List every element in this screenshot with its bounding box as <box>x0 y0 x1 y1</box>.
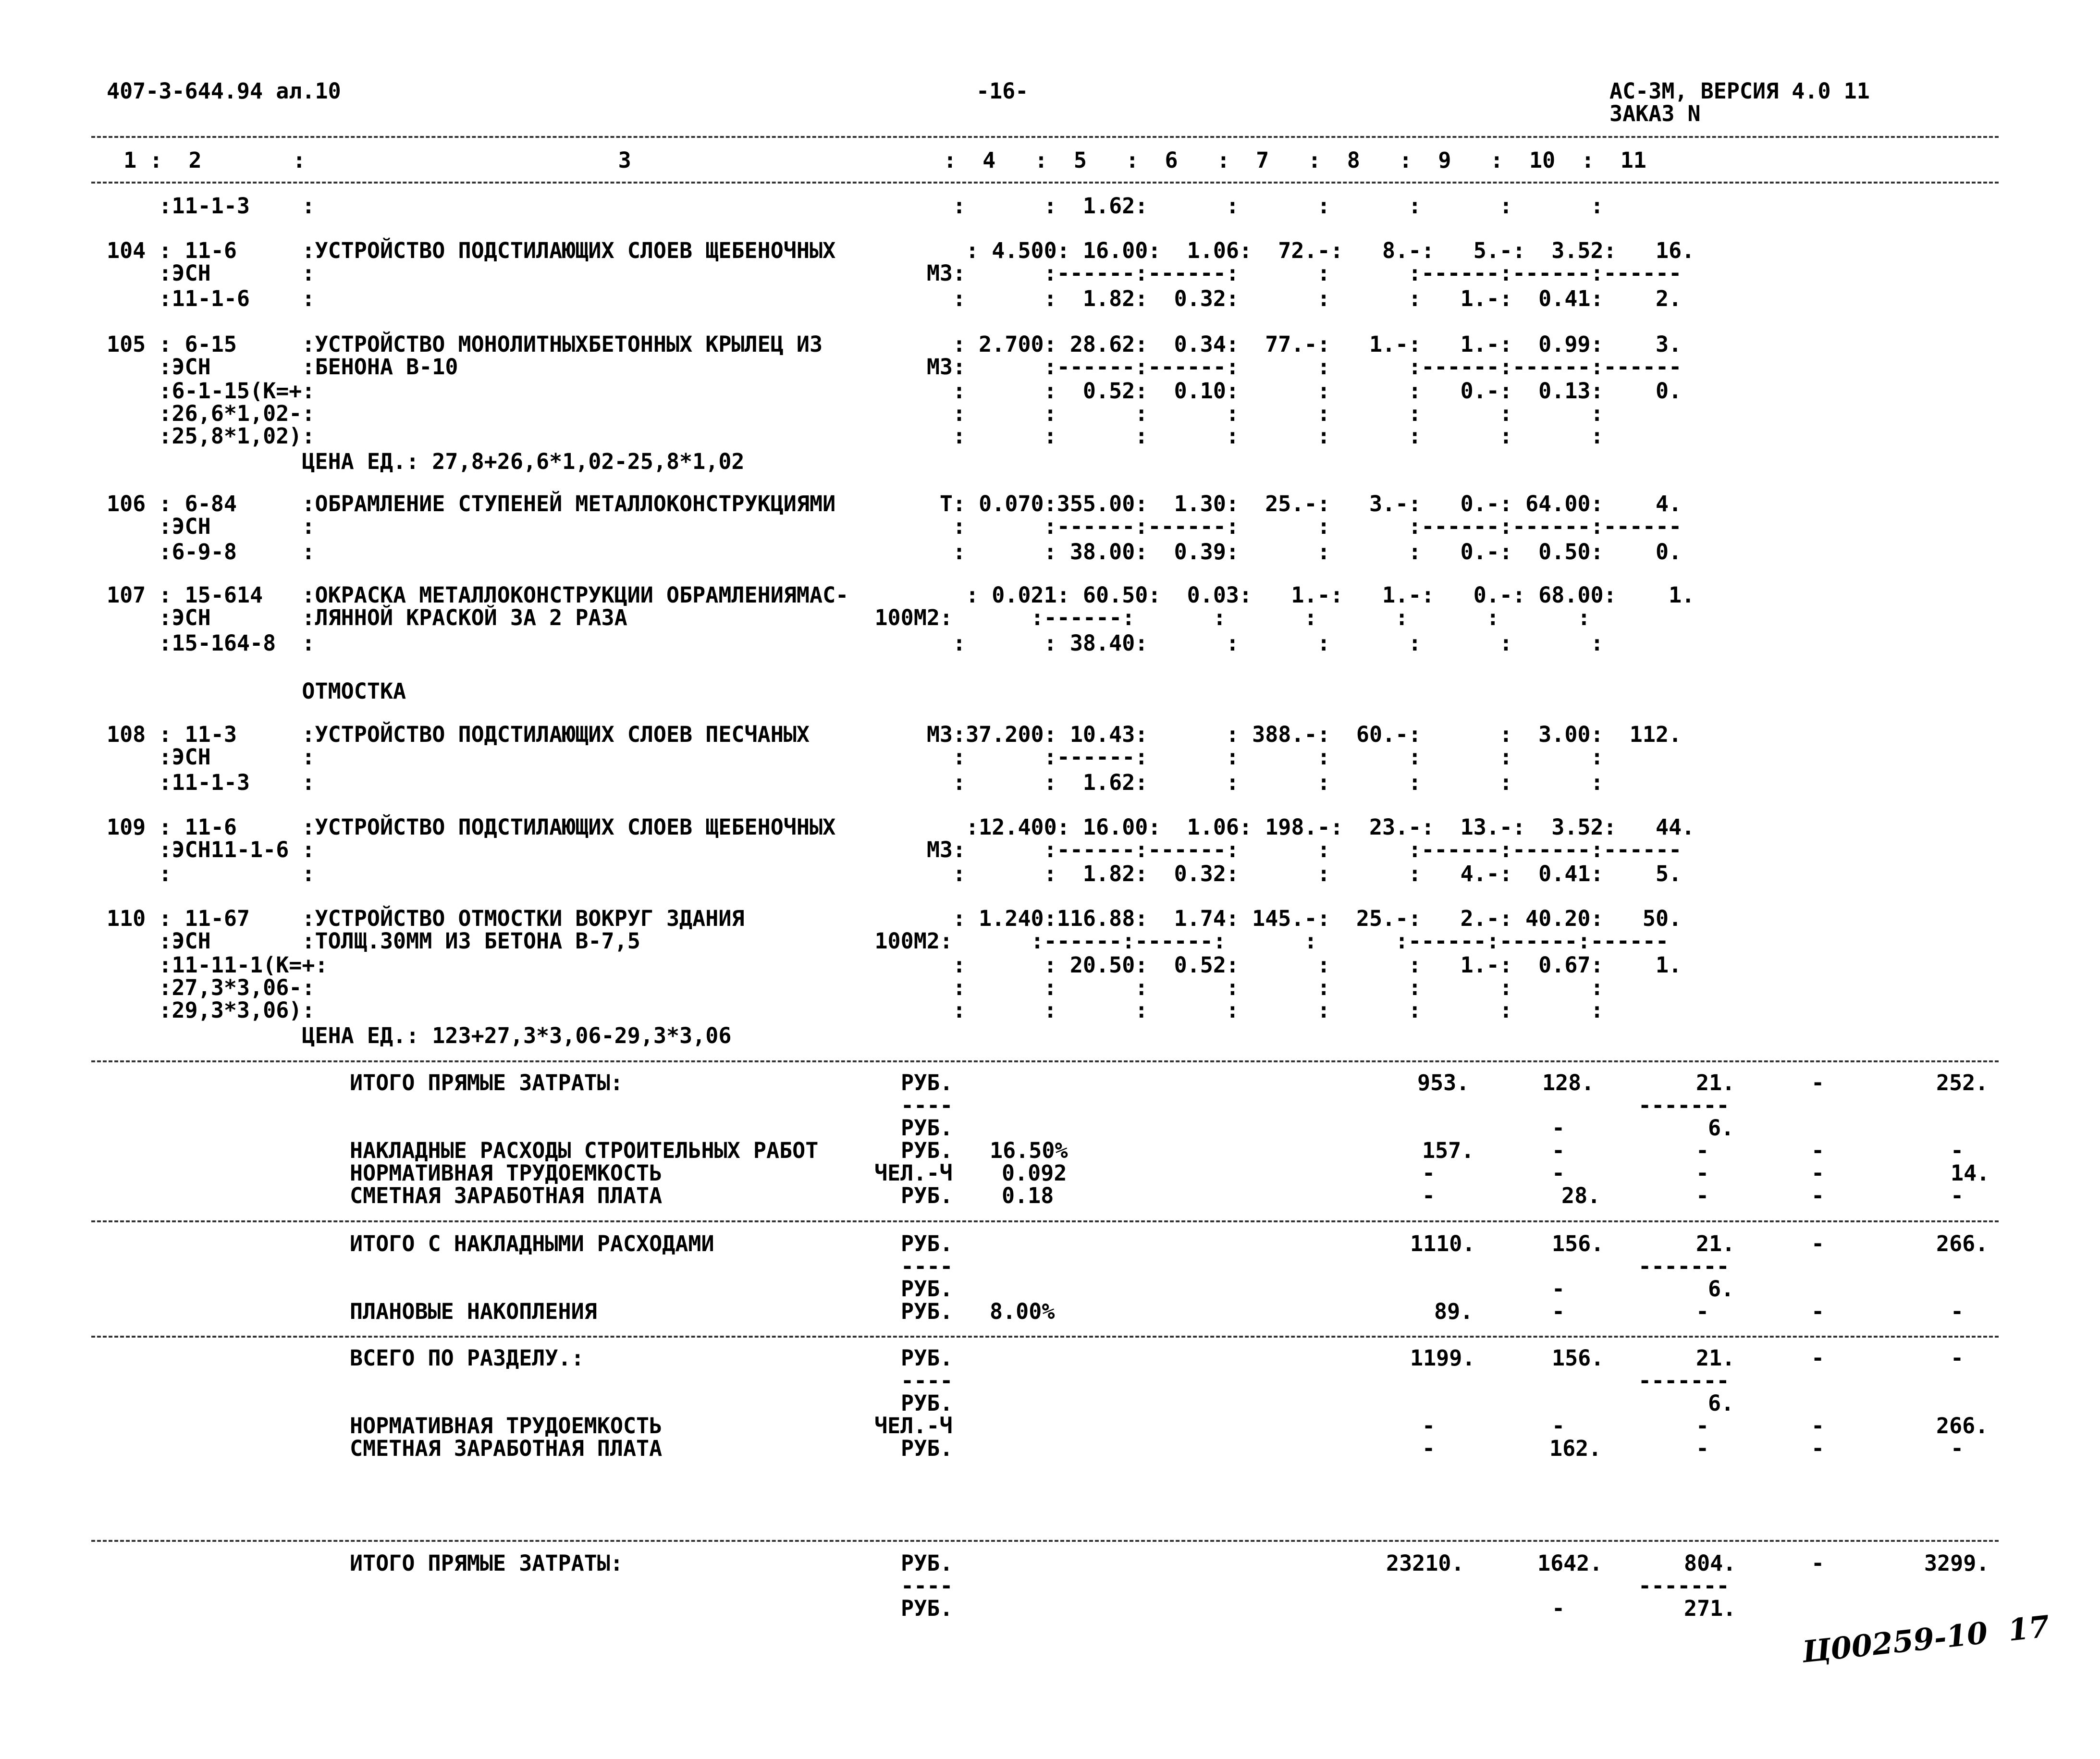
summary-col11: - <box>1951 1436 1964 1461</box>
summary-unit: РУБ. <box>901 1276 953 1302</box>
table-row: :15-164-8 : : : 38.40: : : : : : <box>107 630 1604 656</box>
summary-unit: РУБ. <box>901 1345 953 1371</box>
unit-price-note: ЦЕНА ЕД.: 123+27,3*3,06-29,3*3,06 <box>107 1023 732 1048</box>
summary-rule <box>91 1220 1999 1222</box>
table-row: :11-1-3 : : : 1.62: : : : : : <box>107 770 1604 795</box>
table-row: 108 : 11-3 :УСТРОЙСТВО ПОДСТИЛАЮЩИХ СЛОЕВ ПЕСЧАНЫХ М3:37.200: 10.43: : 388.-: 60.-: : 3.00: 112. <box>107 722 1682 747</box>
table-row: :ЭСН : : :------: : : : : : <box>107 744 1604 770</box>
summary-col9: 271. <box>1684 1596 1736 1621</box>
summary-col8: 28. <box>1561 1183 1601 1208</box>
summary-label: СМЕТНАЯ ЗАРАБОТНАЯ ПЛАТА <box>350 1436 663 1461</box>
summary-col8: - <box>1552 1276 1565 1302</box>
summary-col11: 14. <box>1951 1160 1990 1186</box>
summary-rate: 8.00% <box>990 1299 1055 1324</box>
section-title: ОТМОСТКА <box>107 678 406 704</box>
summary-col7: - <box>1422 1183 1436 1208</box>
summary-label: ВСЕГО ПО РАЗДЕЛУ.: <box>350 1345 584 1371</box>
table-row: :11-1-3 : : : 1.62: : : : : : <box>107 193 1604 219</box>
table-row: :26,6*1,02-: : : : : : : : : <box>107 401 1604 426</box>
summary-unit: РУБ. <box>901 1390 953 1416</box>
summary-col10: - <box>1811 1299 1825 1324</box>
table-row: 105 : 6-15 :УСТРОЙСТВО МОНОЛИТНЫХБЕТОННЫХ КРЫЛЕЦ ИЗ : 2.700: 28.62: 0.34: 77.-: 1.-: 1.-: 0.99: 3. <box>107 332 1682 357</box>
table-row: :ЭСН :БЕНОНА В-10 М3: :------:------: : :------:------:------ <box>107 354 1682 380</box>
summary-col7: 23210. <box>1386 1550 1464 1576</box>
table-row: :ЭСН11-1-6 : М3: :------:------: : :------:------:------ <box>107 837 1682 862</box>
table-row: :6-9-8 : : : 38.00: 0.39: : : 0.-: 0.50: 0. <box>107 539 1682 565</box>
summary-col8: - <box>1552 1115 1565 1141</box>
summary-col9: - <box>1696 1413 1709 1439</box>
summary-unit: РУБ. <box>901 1436 953 1461</box>
summary-col8: - <box>1552 1299 1565 1324</box>
table-row: 104 : 11-6 :УСТРОЙСТВО ПОДСТИЛАЮЩИХ СЛОЕВ ЩЕБЕНОЧНЫХ : 4.500: 16.00: 1.06: 72.-: 8.-: 5.-: 3.52: 16. <box>107 238 1695 263</box>
summary-col10: - <box>1811 1436 1825 1461</box>
summary-col9: 6. <box>1708 1276 1734 1302</box>
table-row: 106 : 6-84 :ОБРАМЛЕНИЕ СТУПЕНЕЙ МЕТАЛЛОКОНСТРУКЦИЯМИ Т: 0.070:355.00: 1.30: 25.-: 3.-: 0.-: 64.00: 4. <box>107 491 1682 517</box>
table-row: :11-1-6 : : : 1.82: 0.32: : : 1.-: 0.41: 2. <box>107 286 1682 311</box>
summary-unit: РУБ. <box>901 1070 953 1095</box>
summary-col10: - <box>1811 1345 1825 1371</box>
summary-label: ПЛАНОВЫЕ НАКОПЛЕНИЯ <box>350 1299 597 1324</box>
summary-dash: ---- <box>901 1254 953 1279</box>
summary-col11: - <box>1951 1138 1964 1163</box>
summary-col11: 3299. <box>1924 1550 1989 1576</box>
table-row: 107 : 15-614 :ОКРАСКА МЕТАЛЛОКОНСТРУКЦИИ ОБРАМЛЕНИЯМАС- : 0.021: 60.50: 0.03: 1.-: 1.-: 0.-: 68.00: 1. <box>107 582 1695 608</box>
summary-label: НАКЛАДНЫЕ РАСХОДЫ СТРОИТЕЛЬНЫХ РАБОТ <box>350 1138 819 1163</box>
column-header-row: 1 : 2 : 3 : 4 : 5 : 6 : 7 : 8 : 9 : 10 : 11 <box>111 148 1646 173</box>
summary-col10: - <box>1811 1160 1825 1186</box>
summary-col10: - <box>1811 1413 1825 1439</box>
summary-col9: - <box>1696 1160 1709 1186</box>
handwritten-stamp: Ц00259-10 17 <box>1800 1609 2051 1670</box>
summary-col7: 1199. <box>1410 1345 1475 1371</box>
summary-rule <box>91 1060 1999 1062</box>
summary-col9: 21. <box>1696 1345 1735 1371</box>
summary-col9: - <box>1696 1138 1709 1163</box>
summary-col7: - <box>1422 1160 1436 1186</box>
doc-code: 407-3-644.94 ал.10 <box>107 78 341 104</box>
table-top-rule <box>91 136 1999 138</box>
summary-rate: 0.18 <box>1002 1183 1054 1208</box>
summary-col8: 156. <box>1552 1231 1604 1256</box>
table-row: :11-11-1(К=+: : : 20.50: 0.52: : : 1.-: 0.67: 1. <box>107 952 1682 978</box>
summary-col11: 252. <box>1936 1070 1989 1095</box>
summary-col8: - <box>1552 1160 1565 1186</box>
summary-col9: - <box>1696 1436 1709 1461</box>
summary-col9: 21. <box>1696 1070 1735 1095</box>
summary-col9: 6. <box>1708 1115 1734 1141</box>
summary-col7: 1110. <box>1410 1231 1475 1256</box>
summary-col11: - <box>1951 1299 1964 1324</box>
summary-rate: 0.092 <box>1002 1160 1067 1186</box>
summary-label: ИТОГО С НАКЛАДНЫМИ РАСХОДАМИ <box>350 1231 714 1256</box>
table-row: :ЭСН : М3: :------:------: : :------:------:------ <box>107 260 1682 286</box>
summary-col7: 157. <box>1422 1138 1474 1163</box>
summary-col8: 162. <box>1549 1436 1602 1461</box>
summary-col11: - <box>1951 1345 1964 1371</box>
table-row: 109 : 11-6 :УСТРОЙСТВО ПОДСТИЛАЮЩИХ СЛОЕВ ЩЕБЕНОЧНЫХ :12.400: 16.00: 1.06: 198.-: 23.-: 13.-: 3.52: 44. <box>107 814 1695 840</box>
page-number: -16- <box>976 78 1029 104</box>
summary-col11: - <box>1951 1183 1964 1208</box>
summary-col11: 266. <box>1936 1413 1989 1439</box>
summary-col10: - <box>1811 1138 1825 1163</box>
summary-col8: - <box>1552 1138 1565 1163</box>
summary-col7: - <box>1422 1413 1436 1439</box>
summary-label: ИТОГО ПРЯМЫЕ ЗАТРАТЫ: <box>350 1070 623 1095</box>
summary-label: ИТОГО ПРЯМЫЕ ЗАТРАТЫ: <box>350 1550 623 1576</box>
summary-dash: ---- <box>901 1368 953 1393</box>
unit-price-note: ЦЕНА ЕД.: 27,8+26,6*1,02-25,8*1,02 <box>107 449 745 474</box>
summary-rate: 16.50% <box>990 1138 1068 1163</box>
summary-unit: РУБ. <box>901 1596 953 1621</box>
program-version: АС-3М, ВЕРСИЯ 4.0 11 <box>1609 78 1870 104</box>
table-row: :29,3*3,06): : : : : : : : : <box>107 997 1604 1023</box>
summary-label: СМЕТНАЯ ЗАРАБОТНАЯ ПЛАТА <box>350 1183 663 1208</box>
table-row: : : : : 1.82: 0.32: : : 4.-: 0.41: 5. <box>107 861 1682 886</box>
summary-col8: 156. <box>1552 1345 1604 1371</box>
column-header-rule <box>91 182 1999 184</box>
table-row: :6-1-15(К=+: : : 0.52: 0.10: : : 0.-: 0.13: 0. <box>107 378 1682 404</box>
summary-col10: - <box>1811 1070 1825 1095</box>
summary-col9: 804. <box>1684 1550 1736 1576</box>
summary-col9-dash: ------- <box>1638 1368 1730 1393</box>
summary-col9-dash: ------- <box>1638 1573 1730 1599</box>
summary-rule <box>91 1540 1999 1542</box>
summary-unit: ЧЕЛ.-Ч <box>874 1413 953 1439</box>
summary-col8: 128. <box>1542 1070 1595 1095</box>
summary-col10: - <box>1811 1183 1825 1208</box>
summary-dash: ---- <box>901 1093 953 1118</box>
summary-unit: РУБ. <box>901 1299 953 1324</box>
summary-col8: - <box>1552 1596 1565 1621</box>
table-row: :ЭСН :ТОЛЩ.30ММ ИЗ БЕТОНА В-7,5 100М2: :------:------: : :------:------:------ <box>107 928 1669 954</box>
summary-col7: 89. <box>1434 1299 1474 1324</box>
table-row: :ЭСН :ЛЯННОЙ КРАСКОЙ ЗА 2 РАЗА 100М2: :------: : : : : : <box>107 605 1591 630</box>
summary-col9: - <box>1696 1183 1709 1208</box>
summary-unit: РУБ. <box>901 1550 953 1576</box>
summary-unit: РУБ. <box>901 1138 953 1163</box>
table-row: :25,8*1,02): : : : : : : : : <box>107 423 1604 449</box>
summary-col7: - <box>1422 1436 1436 1461</box>
table-row: :ЭСН : : :------:------: : :------:------:------ <box>107 514 1682 539</box>
summary-col9-dash: ------- <box>1638 1093 1730 1118</box>
summary-col9-dash: ------- <box>1638 1254 1730 1279</box>
summary-unit: РУБ. <box>901 1115 953 1141</box>
summary-rule <box>91 1336 1999 1338</box>
summary-col10: - <box>1811 1550 1825 1576</box>
table-row: :27,3*3,06-: : : : : : : : : <box>107 975 1604 1000</box>
summary-label: НОРМАТИВНАЯ ТРУДОЕМКОСТЬ <box>350 1160 663 1186</box>
summary-unit: РУБ. <box>901 1183 953 1208</box>
summary-col11: 266. <box>1936 1231 1989 1256</box>
summary-col9: - <box>1696 1299 1709 1324</box>
order-label: ЗАКАЗ N <box>1609 101 1701 126</box>
summary-col8: 1642. <box>1537 1550 1603 1576</box>
summary-unit: ЧЕЛ.-Ч <box>874 1160 953 1186</box>
summary-col10: - <box>1811 1231 1825 1256</box>
summary-col9: 21. <box>1696 1231 1735 1256</box>
summary-unit: РУБ. <box>901 1231 953 1256</box>
summary-label: НОРМАТИВНАЯ ТРУДОЕМКОСТЬ <box>350 1413 663 1439</box>
summary-col9: 6. <box>1708 1390 1734 1416</box>
table-row: 110 : 11-67 :УСТРОЙСТВО ОТМОСТКИ ВОКРУГ ЗДАНИЯ : 1.240:116.88: 1.74: 145.-: 25.-: 2.-: 40.20: 50. <box>107 906 1682 931</box>
summary-dash: ---- <box>901 1573 953 1599</box>
summary-col8: - <box>1552 1413 1565 1439</box>
summary-col7: 953. <box>1417 1070 1470 1095</box>
